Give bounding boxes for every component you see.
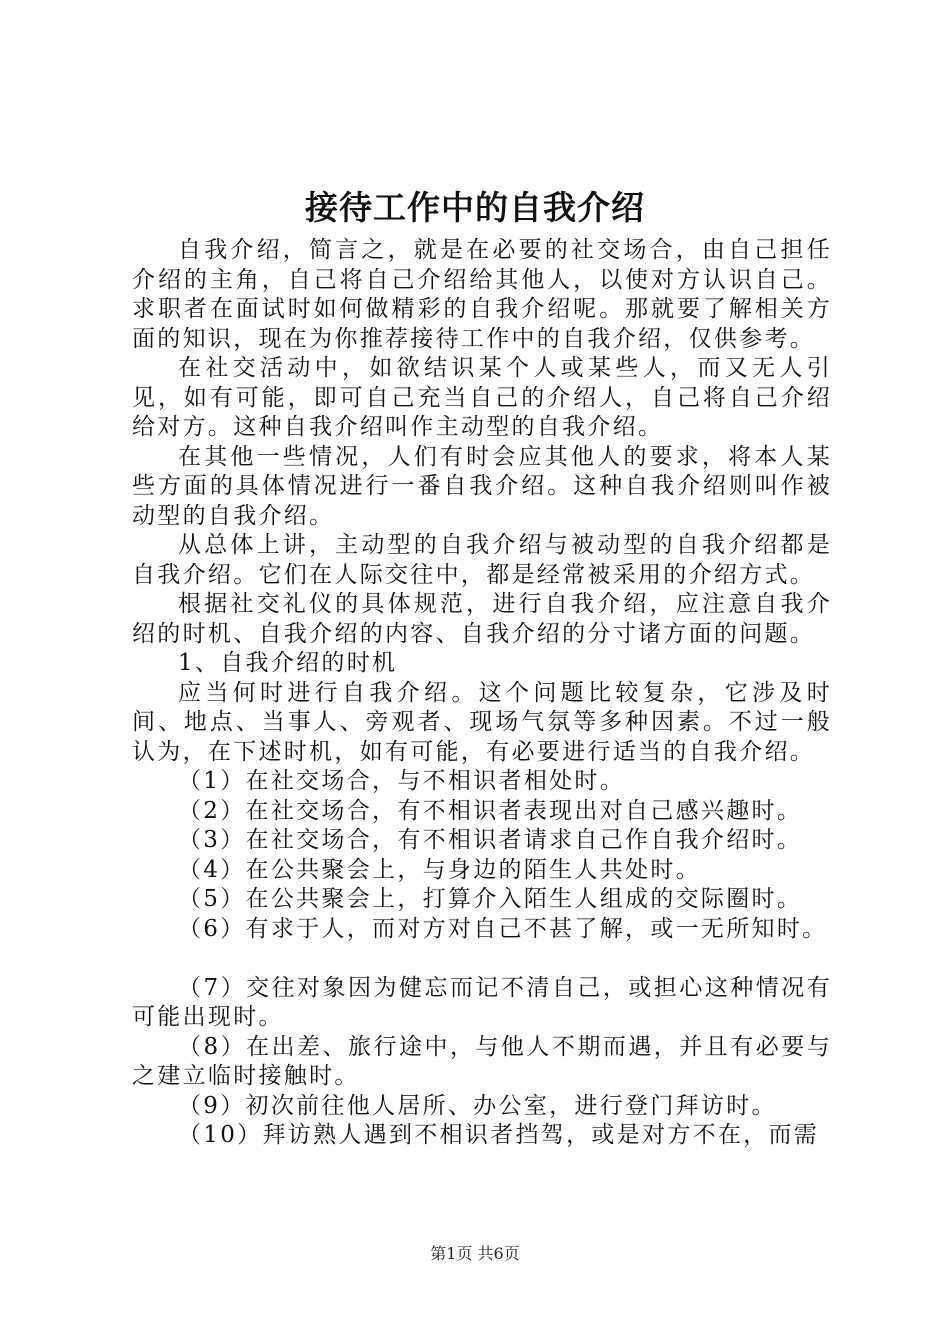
list-item: （6）有求于人，而对方对自己不甚了解，或一无所知时。 <box>178 915 828 942</box>
paragraph: 自我介绍，简言之，就是在必要的社交场合，由自己担任介绍的主角，自己将自己介绍给其他人，以使对方认识自己。求职者在面试时如何做精彩的自我介绍呢。那就要了解相关方面的知识，现在为你推荐接待工作中的自我介绍，仅供参考。 <box>132 237 832 352</box>
list-item: （5）在公共聚会上，打算介入陌生人组成的交际圈时。 <box>178 886 803 912</box>
section-heading: 1、自我介绍的时机 <box>178 650 398 676</box>
list-item: （4）在公共聚会上，与身边的陌生人共处时。 <box>178 856 701 883</box>
list-item: （3）在社交场合，有不相识者请求自己作自我介绍时。 <box>178 827 803 853</box>
document-body <box>132 236 832 1151</box>
list-item: （10）拜访熟人遇到不相识者挡驾，或是对方不在，而需 <box>178 1122 820 1148</box>
paragraph: 在社交活动中，如欲结识某个人或某些人，而又无人引见，如有可能，即可自己充当自己的介绍人，自己将自己介绍给对方。这种自我介绍叫作主动型的自我介绍。 <box>132 355 832 440</box>
document-title: 接待工作中的自我介绍 <box>305 188 645 227</box>
list-item: （7）交往对象因为健忘而记不清自己，或担心这种情况有可能出现时。 <box>132 974 832 1030</box>
paragraph: 根据社交礼仪的具体规范，进行自我介绍，应注意自我介绍的时机、自我介绍的内容、自我介绍的分寸诸方面的问题。 <box>132 591 832 647</box>
list-item: （2）在社交场合，有不相识者表现出对自己感兴趣时。 <box>178 797 803 824</box>
paragraph: 从总体上讲，主动型的自我介绍与被动型的自我介绍都是自我介绍。它们在人际交往中，都是经常被采用的介绍方式。 <box>132 532 832 588</box>
list-item: （1）在社交场合，与不相识者相处时。 <box>178 768 626 794</box>
page-indicator: 第1页 共6页 <box>430 1244 520 1263</box>
paragraph: 在其他一些情况，人们有时会应其他人的要求，将本人某些方面的具体情况进行一番自我介绍。这种自我介绍则叫作被动型的自我介绍。 <box>132 443 832 529</box>
list-item: （9）初次前往他人居所、办公室，进行登门拜访时。 <box>178 1092 777 1119</box>
paragraph: 应当何时进行自我介绍。这个问题比较复杂，它涉及时间、地点、当事人、旁观者、现场气氛等多种因素。不过一般认为，在下述时机，如有可能，有必要进行适当的自我介绍。 <box>132 679 832 765</box>
list-item: （8）在出差、旅行途中，与他人不期而遇，并且有必要与之建立临时接触时。 <box>132 1033 832 1089</box>
